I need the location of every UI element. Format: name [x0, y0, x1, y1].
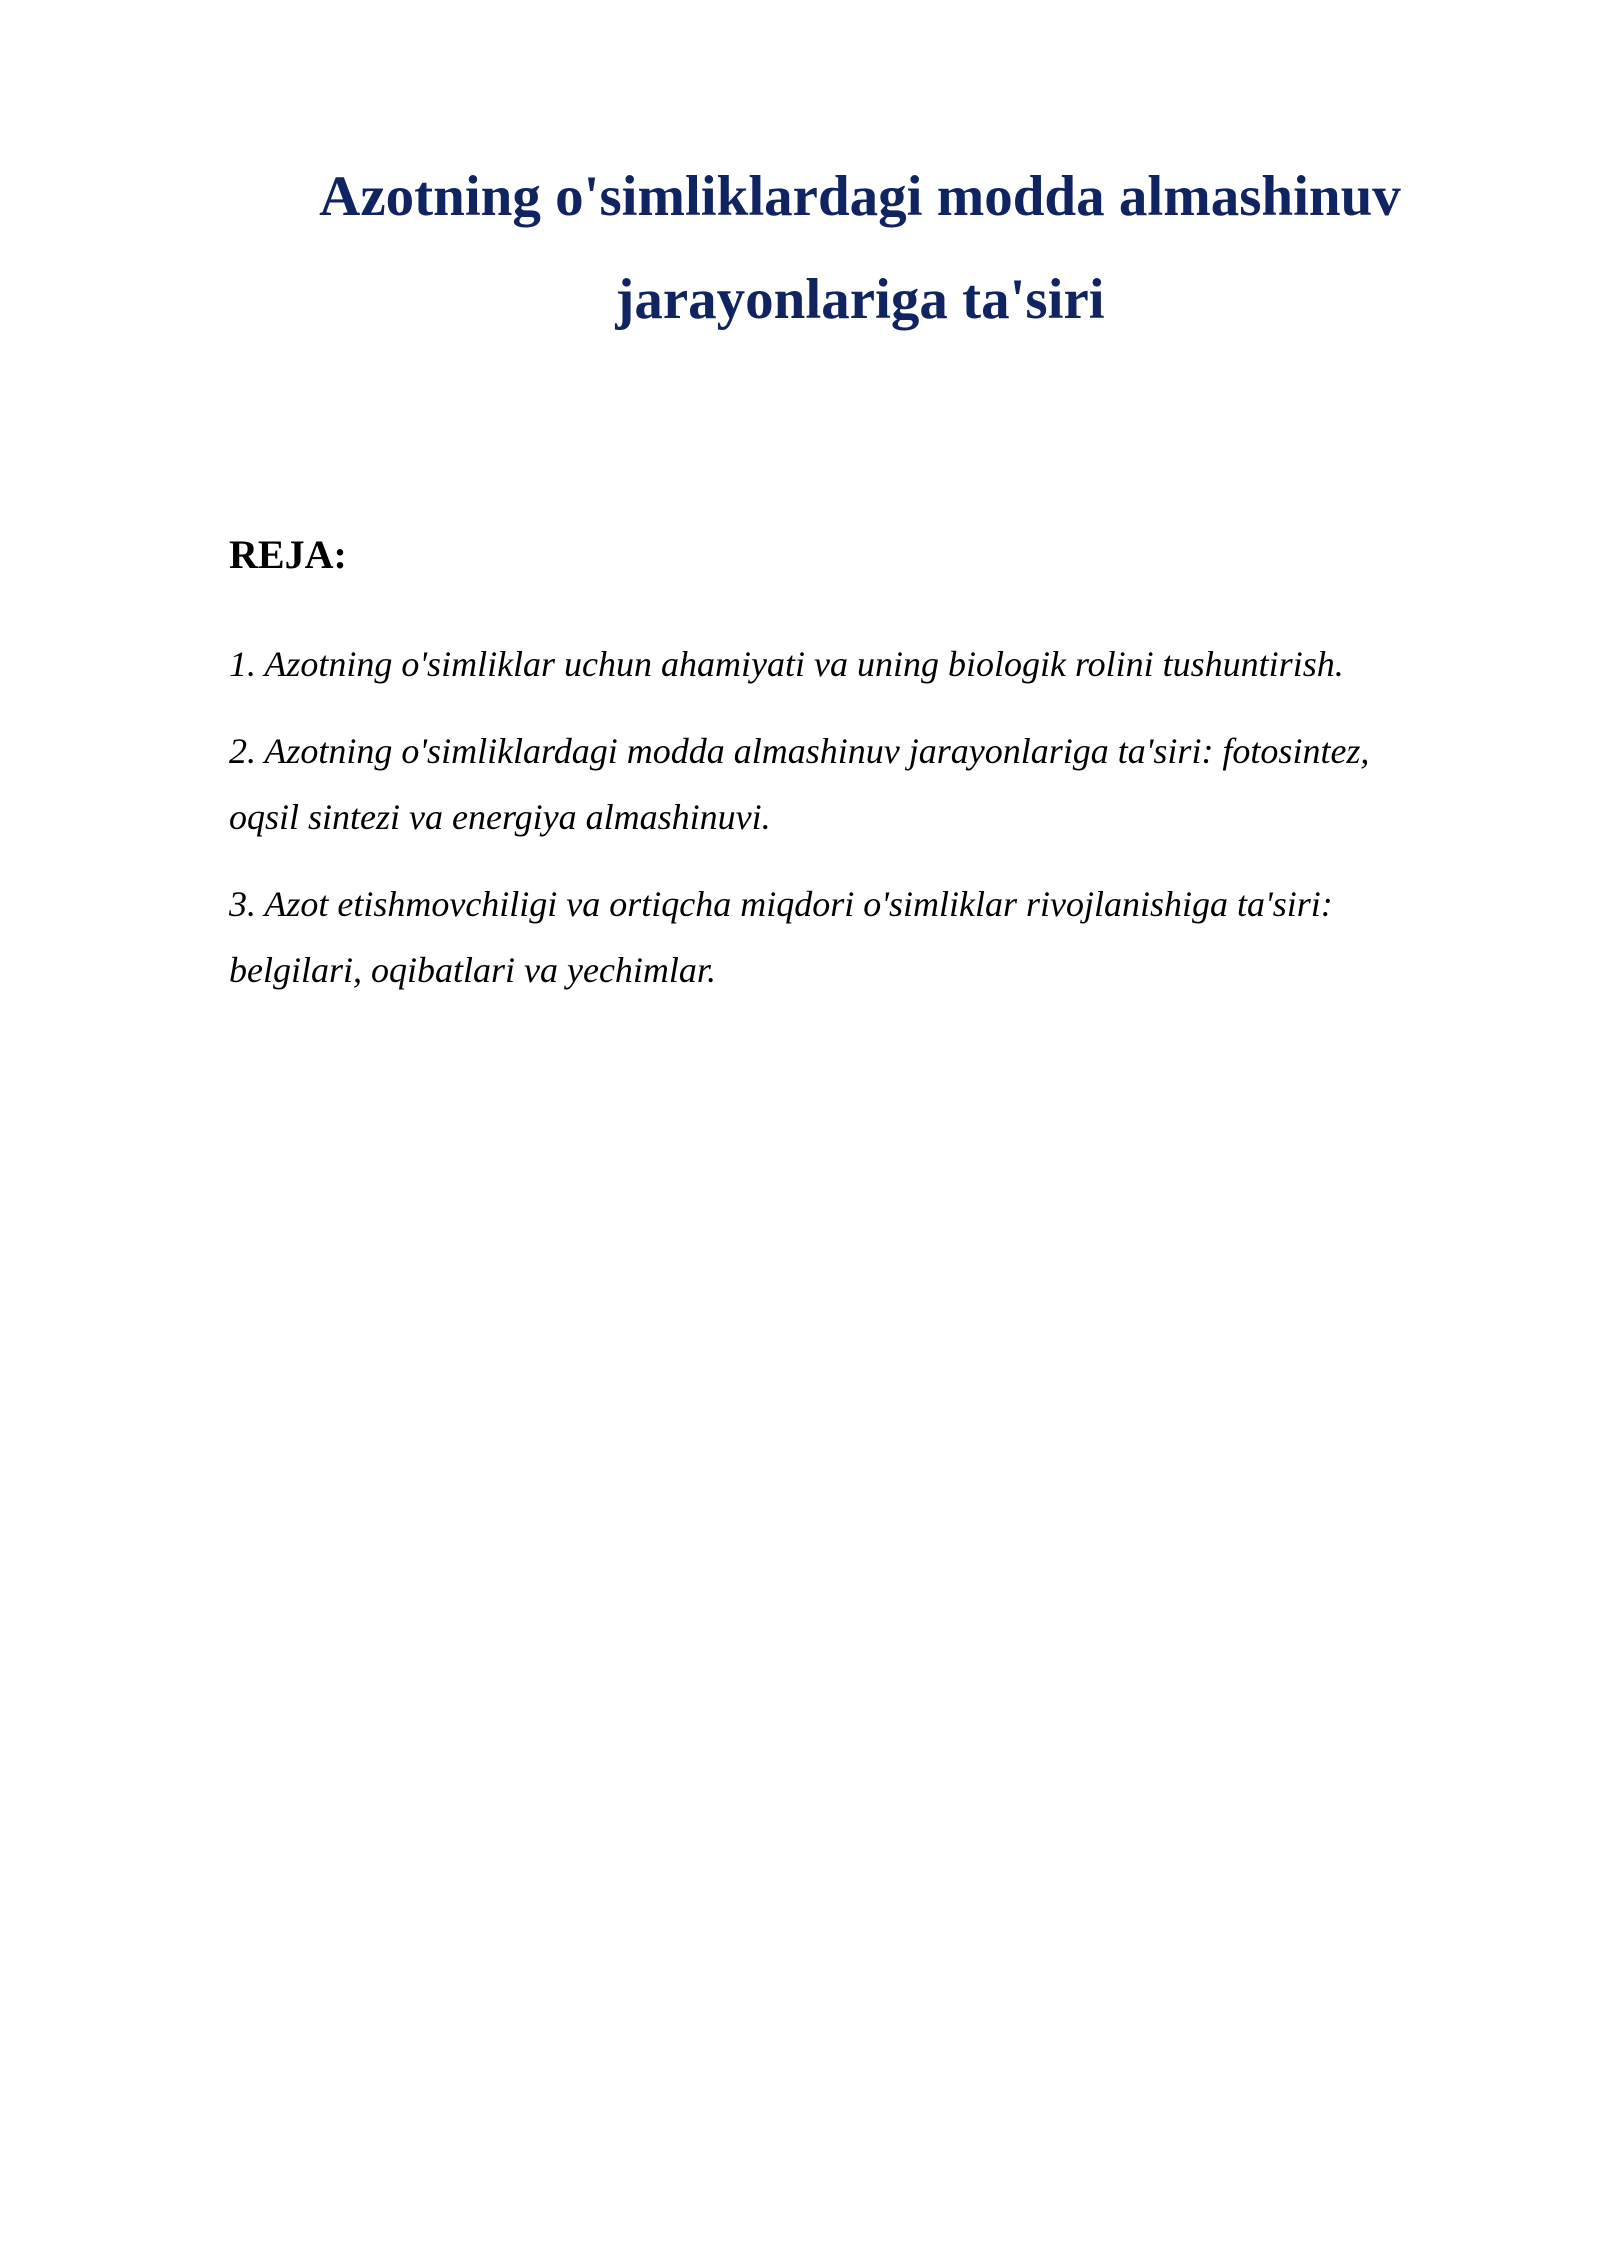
plan-heading: REJA: — [229, 532, 347, 577]
plan-list — [229, 631, 1429, 1003]
plan-item: 2. Azotning o'simliklardagi modda almashinuv jarayonlariga ta'siri: fotosintez, oqsil sintezi va energiya almashinuvi. — [229, 731, 1370, 837]
plan-item: 3. Azot etishmovchiligi va ortiqcha miqdori o'simliklar rivojlanishiga ta'siri: belgilari, oqibatlari va yechimlar. — [229, 884, 1333, 990]
plan-item: 1. Azotning o'simliklar uchun ahamiyati va uning biologik rolini tushuntirish. — [229, 644, 1344, 684]
document-title: Azotning o'simliklardagi modda almashinuv jarayonlariga ta'siri — [319, 165, 1401, 331]
plan-section — [229, 523, 1429, 1024]
